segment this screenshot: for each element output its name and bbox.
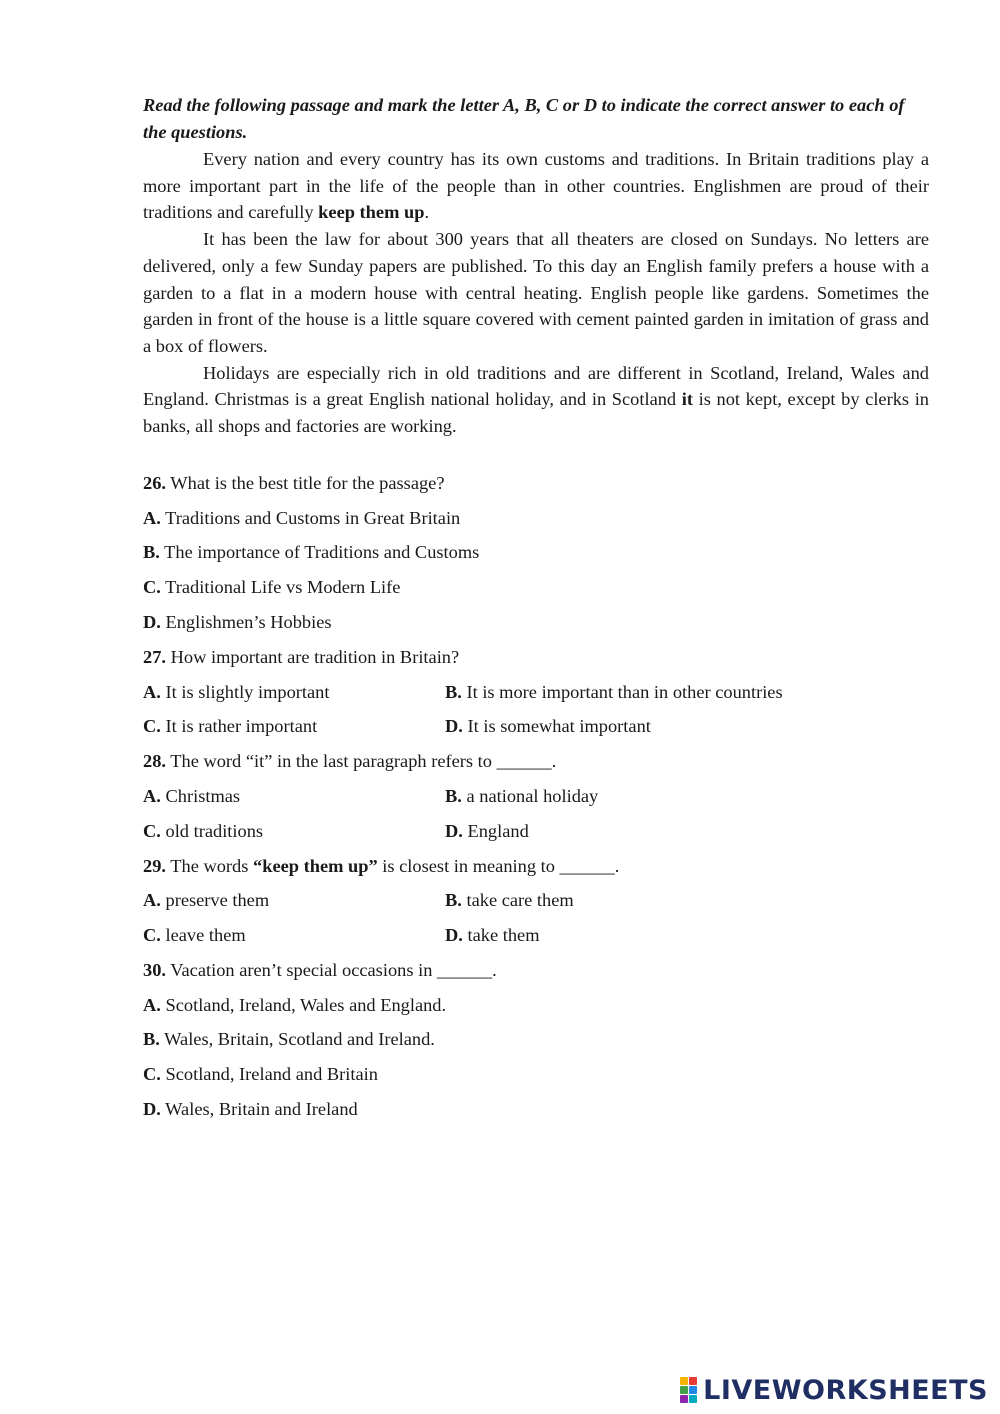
q28-options-row-2	[143, 814, 929, 849]
q28-option-c[interactable]: C. old traditions	[143, 820, 264, 841]
question-29: 29. The words “keep them up” is closest in meaning to ______.	[143, 855, 620, 876]
passage-paragraph-1: Every nation and every country has its own customs and traditions. In Britain traditions play a more important part in the life of the people than in other countries. Englishmen are proud of their traditions and carefully keep them up.	[143, 149, 929, 223]
q27-option-b[interactable]: B. It is more important than in other countries	[445, 681, 783, 702]
liveworksheets-logo	[680, 1372, 988, 1408]
q30-option-b[interactable]: B. Wales, Britain, Scotland and Ireland.	[143, 1029, 435, 1050]
q28-option-b[interactable]: B. a national holiday	[445, 785, 599, 806]
q28-options-row-1	[143, 779, 929, 814]
q30-option-d[interactable]: D. Wales, Britain and Ireland	[143, 1099, 358, 1120]
q27-option-d[interactable]: D. It is somewhat important	[445, 716, 651, 737]
q29-options-row-2	[143, 918, 929, 953]
q30-option-a[interactable]: A. Scotland, Ireland, Wales and England.	[143, 994, 447, 1015]
q29-option-d[interactable]: D. take them	[445, 925, 540, 946]
question-27: 27. How important are tradition in Britain?	[143, 646, 460, 667]
passage-paragraph-3: Holidays are especially rich in old traditions and are different in Scotland, Ireland, Wales and England. Christmas is a great English national holiday, and in Scotland it is not kept, except by clerks in banks, all shops and factories are working.	[143, 362, 929, 437]
question-28: 28. The word “it” in the last paragraph refers to ______.	[143, 751, 557, 772]
word-it: it	[681, 389, 693, 410]
q26-option-b[interactable]: B. The importance of Traditions and Customs	[143, 542, 480, 563]
q29-options-row-1	[143, 883, 929, 918]
passage-paragraph-2: It has been the law for about 300 years that all theaters are closed on Sundays. No letters are delivered, only a few Sunday papers are published. To this day an English family prefers a house with a garden to a flat in a modern house with central heating. English people like gardens. Sometimes the garden in front of the house is a little square covered with cement painted garden in imitation of grass and a box of flowers.	[143, 229, 929, 356]
question-26: 26. What is the best title for the passage?	[143, 472, 445, 493]
q27-options-row-2	[143, 709, 929, 744]
questions	[143, 466, 929, 1127]
q28-option-d[interactable]: D. England	[445, 820, 529, 841]
logo-tile	[689, 1377, 697, 1385]
q27-options-row-1	[143, 675, 929, 710]
logo-tile	[689, 1395, 697, 1403]
question-30: 30. Vacation aren’t special occasions in ______.	[143, 959, 497, 980]
q26-option-a[interactable]: A. Traditions and Customs in Great Britain	[143, 507, 461, 528]
logo-tile	[689, 1386, 697, 1394]
instructions: Read the following passage and mark the letter A, B, C or D to indicate the correct answer to each of the questions.	[143, 95, 905, 142]
worksheet-page	[143, 92, 929, 1127]
q30-option-c[interactable]: C. Scotland, Ireland and Britain	[143, 1064, 378, 1085]
liveworksheets-logo-icon	[680, 1377, 697, 1403]
logo-tile	[680, 1386, 688, 1394]
q29-option-a[interactable]: A. preserve them	[143, 890, 270, 911]
q29-option-b[interactable]: B. take care them	[445, 890, 574, 911]
q28-option-a[interactable]: A. Christmas	[143, 785, 241, 806]
logo-tile	[680, 1377, 688, 1385]
liveworksheets-wordmark: LIVEWORKSHEETS	[703, 1374, 988, 1406]
q26-option-d[interactable]: D. Englishmen’s Hobbies	[143, 611, 332, 632]
phrase-keep-them-up: keep them up	[318, 202, 425, 223]
q26-option-c[interactable]: C. Traditional Life vs Modern Life	[143, 577, 401, 598]
q27-option-a[interactable]: A. It is slightly important	[143, 681, 330, 702]
q29-option-c[interactable]: C. leave them	[143, 925, 246, 946]
logo-tile	[680, 1395, 688, 1403]
q27-option-c[interactable]: C. It is rather important	[143, 716, 318, 737]
